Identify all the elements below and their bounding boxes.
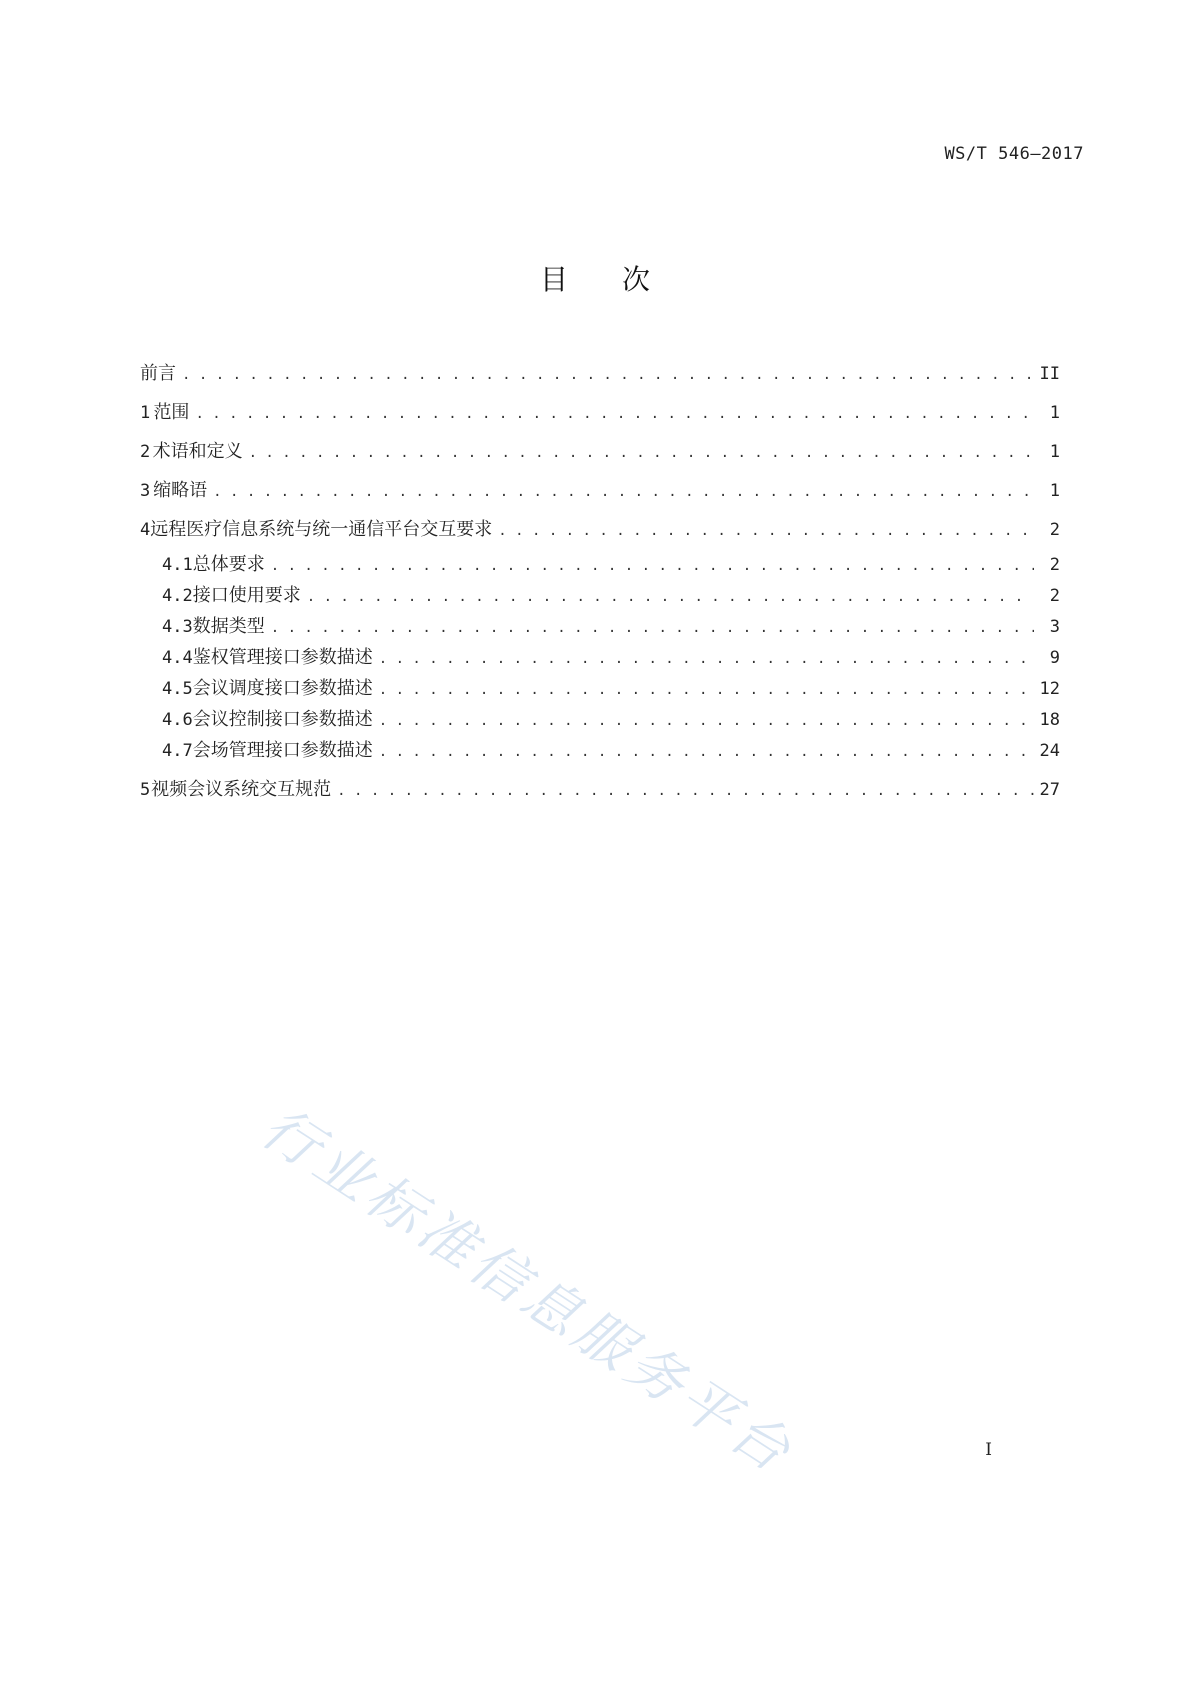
toc-entry-page: 9 [1049,648,1060,668]
toc-entry-page: 2 [1049,555,1060,575]
toc-entry-label: 视频会议系统交互规范 [151,779,332,800]
toc-entry[interactable] [140,735,1060,766]
toc-dot-leader [337,776,1033,807]
toc-entry-label: 缩略语 [153,480,208,501]
toc-entry-label: 接口使用要求 [192,585,301,606]
toc-entry-page: 27 [1039,780,1060,800]
toc-entry-page: 1 [1049,442,1060,462]
toc-entry-number: 1 [140,403,151,423]
toc-entry-page: II [1039,364,1060,384]
standard-code: WS/T 546—2017 [944,144,1084,164]
toc-entry-label: 会场管理接口参数描述 [192,740,373,761]
page-title: 目次 [539,263,704,296]
toc-entry-number: 4.4 [162,648,193,668]
toc-entry[interactable] [140,475,1060,506]
toc-entry-page: 18 [1039,710,1060,730]
toc-entry-page: 12 [1039,679,1060,699]
toc-entry[interactable] [140,514,1060,545]
toc-entry[interactable] [140,642,1060,673]
toc-entry-number: 4.3 [162,617,193,637]
toc-entry-number: 3 [140,481,151,501]
toc-entry-page: 1 [1049,403,1060,423]
toc-dot-leader [195,399,1034,430]
toc-entry[interactable] [140,611,1060,642]
toc-entry-label: 会议控制接口参数描述 [192,709,373,730]
toc-dot-leader [307,582,1034,613]
toc-entry-number: 4.6 [162,710,193,730]
toc-entry[interactable] [140,580,1060,611]
toc-entry[interactable] [140,673,1060,704]
toc-entry[interactable] [140,436,1060,467]
toc-entry-number: 5 [140,780,151,800]
toc-dot-leader [271,551,1034,582]
toc-entry-label: 数据类型 [192,616,265,637]
toc-dot-leader [498,516,1034,547]
toc-entry-label: 会议调度接口参数描述 [192,678,373,699]
page-number: I [985,1440,992,1460]
toc-entry-page: 24 [1039,741,1060,761]
toc-entry-number: 4.2 [162,586,193,606]
toc-dot-leader [271,613,1034,644]
watermark: 行业标准信息服务平台 [250,1095,806,1488]
toc-dot-leader [379,675,1034,706]
toc-entry-label: 远程医疗信息系统与统一通信平台交互要求 [150,519,493,540]
toc-entry-label: 术语和定义 [152,441,243,462]
toc-entry-page: 2 [1049,520,1060,540]
toc-entry[interactable] [140,549,1060,580]
toc-entry-label: 总体要求 [192,554,265,575]
toc-entry-page: 2 [1049,586,1060,606]
toc-entry-label: 前言 [140,363,176,384]
toc-dot-leader [379,737,1034,768]
toc-entry[interactable] [140,358,1060,389]
toc-dot-leader [213,477,1034,508]
toc-dot-leader [379,706,1034,737]
toc-entry-page: 3 [1049,617,1060,637]
toc-dot-leader [182,360,1034,391]
toc-dot-leader [379,644,1034,675]
toc-entry[interactable] [140,774,1060,805]
table-of-contents [140,358,1060,813]
toc-dot-leader [249,438,1034,469]
toc-entry-page: 1 [1049,481,1060,501]
toc-entry[interactable] [140,397,1060,428]
toc-entry-number: 4.1 [162,555,193,575]
toc-entry-number: 4.5 [162,679,193,699]
toc-entry-number: 2 [140,442,151,462]
toc-entry-label: 范围 [153,402,190,423]
toc-entry-label: 鉴权管理接口参数描述 [192,647,373,668]
toc-entry-number: 4 [140,520,151,540]
toc-entry[interactable] [140,704,1060,735]
toc-entry-number: 4.7 [162,741,193,761]
